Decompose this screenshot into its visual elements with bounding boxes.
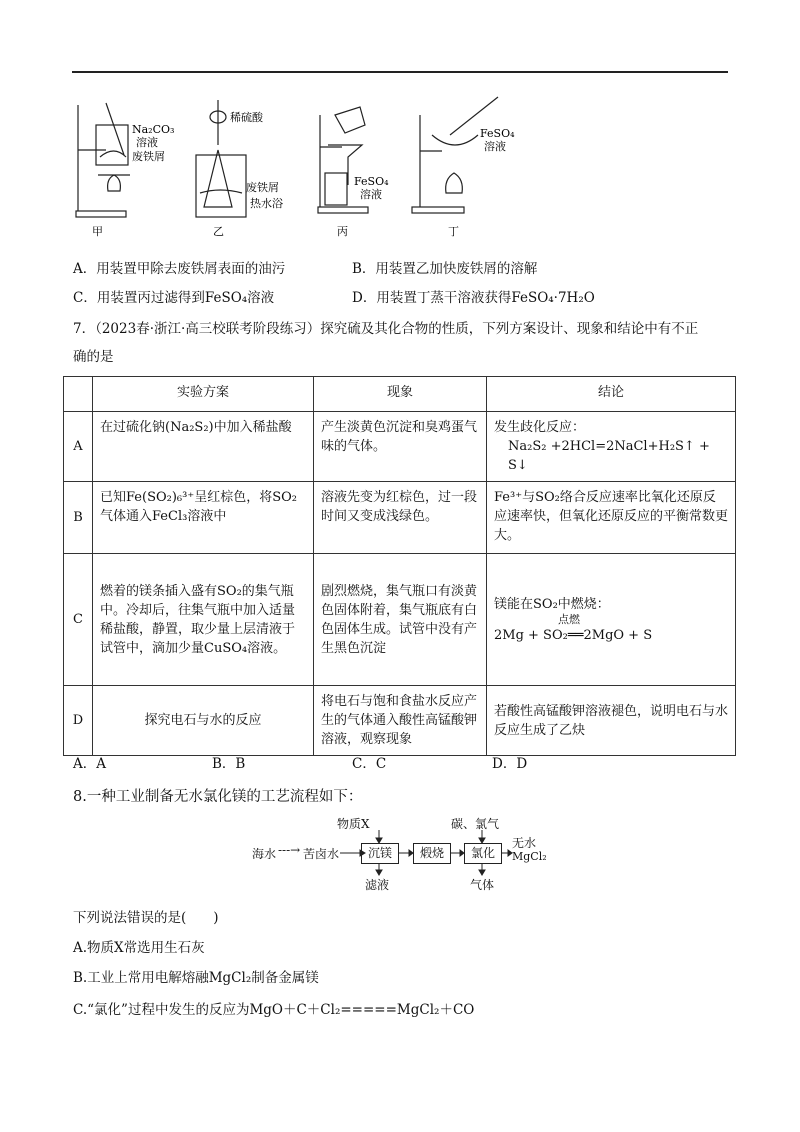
apparatus-a-label-3: 废铁屑 [132, 150, 165, 163]
row-conclusion: 若酸性高锰酸钾溶液褪色，说明电石与水反应生成了乙炔 [487, 686, 736, 756]
apparatus-b-label-3: 热水浴 [250, 197, 283, 210]
row-phenomenon: 产生淡黄色沉淀和臭鸡蛋气味的气体。 [314, 412, 487, 482]
flow-step-calcine: 煅烧 [413, 843, 451, 864]
row-plan: 探究电石与水的反应 [93, 686, 314, 756]
row-phenomenon: 溶液先变为红棕色，过一段时间又变成浅绿色。 [314, 482, 487, 554]
row-id: D [64, 686, 93, 756]
flow-dashed-arrow: ---→ [278, 843, 301, 857]
row-id: B [64, 482, 93, 554]
q7-stem-line1: 7．（2023春·浙江·高三校联考阶段练习）探究硫及其化合物的性质，下列方案设计、现象和结论中有不正 [73, 321, 699, 337]
q6-option-d: D．用装置丁蒸干溶液获得FeSO₄·7H₂O [352, 290, 595, 306]
row-plan: 已知Fe(SO₂)₆³⁺呈红棕色，将SO₂气体通入FeCl₃溶液中 [93, 482, 314, 554]
table-row [64, 412, 736, 482]
apparatus-d-label-1: FeSO₄ [480, 127, 515, 140]
header-phenomenon: 现象 [314, 377, 487, 412]
row-phenomenon: 剧烈燃烧，集气瓶口有淡黄色固体附着，集气瓶底有白色固体生成。试管中没有产生黑色沉淀 [314, 554, 487, 686]
row-plan: 在过硫化钠(Na₂S₂)中加入稀盐酸 [93, 412, 314, 482]
apparatus-a-label-1: Na₂CO₃ [132, 123, 175, 136]
flow-input-x: 物质X [337, 817, 370, 831]
row-conclusion: 镁能在SO₂中燃烧： 点燃 2Mg + SO₂══2MgO + S [487, 554, 736, 686]
apparatus-a-caption: 甲 [92, 225, 103, 238]
apparatus-a-label-2: 溶液 [136, 136, 158, 149]
top-rule [72, 71, 728, 73]
apparatus-d-label-2: 溶液 [484, 140, 506, 153]
apparatus-b-label-1: 稀硫酸 [230, 111, 263, 124]
flow-product-1: 无水 [512, 836, 537, 850]
apparatus-c-label-2: 溶液 [360, 188, 382, 201]
apparatus-c-caption: 丙 [337, 225, 348, 238]
flow-arrows [340, 828, 520, 878]
q6-option-b: B．用装置乙加快废铁屑的溶解 [352, 261, 538, 277]
table-row [64, 554, 736, 686]
flow-seawater: 海水 [252, 847, 277, 861]
q7-stem-line2: 确的是 [73, 349, 114, 365]
flow-brine: 苦卤水 [303, 847, 340, 861]
q6-option-c: C．用装置丙过滤得到FeSO₄溶液 [73, 290, 275, 306]
apparatus-c-label-1: FeSO₄ [354, 175, 389, 188]
flow-input-carbon-chlorine: 碳、氯气 [451, 817, 500, 831]
header-plan: 实验方案 [93, 377, 314, 412]
row-phenomenon: 将电石与饱和食盐水反应产生的气体通入酸性高锰酸钾溶液，观察现象 [314, 686, 487, 756]
flow-product-2: MgCl₂ [512, 850, 547, 863]
flow-step-precipitate: 沉镁 [361, 843, 399, 864]
apparatus-d-caption: 丁 [448, 225, 459, 238]
row-conclusion: Fe³⁺与SO₂络合反应速率比氧化还原反应速率快，但氧化还原反应的平衡常数更大。 [487, 482, 736, 554]
header-conclusion: 结论 [487, 377, 736, 412]
table-row [64, 482, 736, 554]
table-header-row [64, 377, 736, 412]
q6-option-a: A．用装置甲除去废铁屑表面的油污 [73, 261, 286, 277]
q7-table [63, 376, 736, 756]
table-row [64, 686, 736, 756]
row-id: A [64, 412, 93, 482]
q7-option-d: D．D [492, 756, 528, 772]
q7-option-a: A．A [73, 756, 106, 772]
apparatus-figure [70, 95, 515, 240]
q8-option-c: C.“氯化”过程中发生的反应为MgO＋C＋Cl₂=====MgCl₂＋CO [73, 1002, 475, 1018]
q8-question: 下列说法错误的是( ) [73, 910, 219, 926]
row-plan: 燃着的镁条插入盛有SO₂的集气瓶中。冷却后，往集气瓶中加入适量稀盐酸，静置，取少量上层清液于试管中，滴加少量CuSO₄溶液。 [93, 554, 314, 686]
flow-step-chlorinate: 氯化 [464, 843, 502, 864]
row-conclusion: 发生歧化反应： Na₂S₂ +2HCl=2NaCl+H₂S↑ + S↓ [487, 412, 736, 482]
flow-output-gas: 气体 [470, 878, 495, 892]
q7-option-c: C．C [352, 756, 387, 772]
row-id: C [64, 554, 93, 686]
q8-option-b: B.工业上常用电解熔融MgCl₂制备金属镁 [73, 970, 319, 986]
q8-stem: 8.一种工业制备无水氯化镁的工艺流程如下： [73, 789, 363, 805]
apparatus-b-label-2: 废铁屑 [246, 181, 279, 194]
q7-option-b: B．B [212, 756, 246, 772]
flow-output-filtrate: 滤液 [365, 878, 390, 892]
apparatus-b-caption: 乙 [213, 225, 224, 238]
q8-option-a: A.物质X常选用生石灰 [73, 940, 205, 956]
